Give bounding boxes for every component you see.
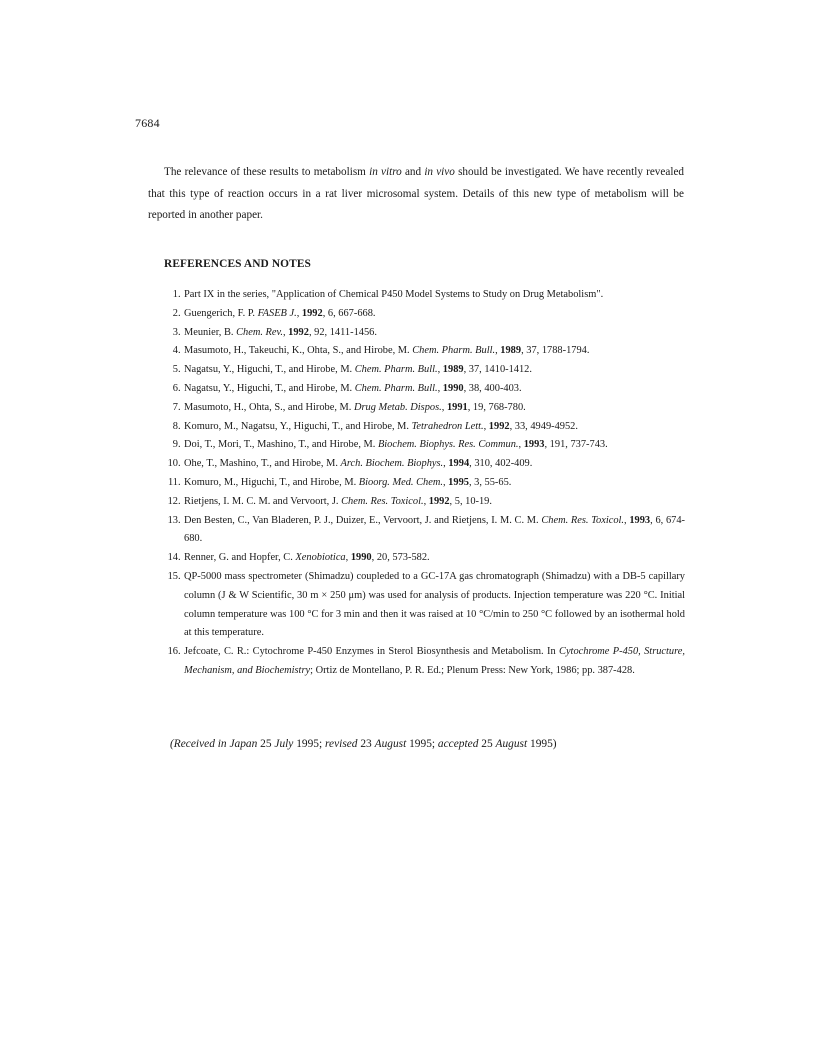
bold-run: 1993 <box>523 439 545 451</box>
reference-text <box>184 380 685 399</box>
reference-number: 14 <box>167 552 178 564</box>
reference-number-dot: . <box>178 476 181 488</box>
reference-item <box>164 512 685 550</box>
reference-item <box>164 380 685 399</box>
bold-run: 1992 <box>301 307 323 319</box>
reference-number: 5 <box>172 364 178 376</box>
text-run: 1995; <box>406 738 438 750</box>
text-run: , <box>518 439 524 451</box>
italic-run: accepted <box>437 738 479 750</box>
text-run: Guengerich, F. P. <box>184 307 258 319</box>
reference-number: 9 <box>172 439 178 451</box>
reference-text <box>184 305 685 324</box>
reference-text <box>184 436 685 455</box>
bold-run: 1992 <box>488 420 510 432</box>
text-run: , 20, 573-582. <box>371 552 430 564</box>
reference-text <box>184 568 685 643</box>
text-run: , <box>437 382 443 394</box>
italic-run: Chem. Res. Toxicol. <box>341 495 424 507</box>
italic-run: in vivo <box>424 166 455 178</box>
reference-number: 6 <box>172 382 178 394</box>
italic-run: Bioorg. Med. Chem. <box>358 476 443 488</box>
text-run: should be investigated. We have recently revealed that this type of reaction occurs in a rat liver microsomal system. Details of this new type of metabolism will be reported in another paper. <box>148 166 684 221</box>
reference-text <box>184 512 685 550</box>
reference-item <box>164 342 685 361</box>
reference-number: 7 <box>172 401 178 413</box>
text-run: 23 <box>357 738 375 750</box>
reference-item <box>164 493 685 512</box>
text-run: Nagatsu, Y., Higuchi, T., and Hirobe, M. <box>184 382 355 394</box>
reference-text <box>184 324 685 343</box>
reference-item <box>164 474 685 493</box>
text-run: , 191, 737-743. <box>544 439 608 451</box>
text-run: Komuro, M., Nagatsu, Y., Higuchi, T., and Hirobe, M. <box>184 420 412 432</box>
text-run: , <box>441 401 447 413</box>
text-run: , 310, 402-409. <box>469 458 533 470</box>
reference-number: 8 <box>172 420 178 432</box>
reference-number-dot: . <box>178 364 181 376</box>
text-run: Ohe, T., Mashino, T., and Hirobe, M. <box>184 458 341 470</box>
italic-run: August <box>495 738 528 750</box>
reference-item <box>164 286 685 305</box>
reference-number: 4 <box>172 345 178 357</box>
italic-run: Chem. Pharm. Bull. <box>354 382 438 394</box>
italic-run: (Received in Japan <box>170 738 258 750</box>
reference-text <box>184 399 685 418</box>
italic-run: Xenobiotica <box>295 552 346 564</box>
reference-number-dot: . <box>178 326 181 338</box>
reference-number: 15 <box>167 570 178 582</box>
reference-number: 12 <box>167 495 178 507</box>
text-run: 1995; <box>293 738 326 750</box>
reference-number-dot: . <box>178 401 181 413</box>
reference-number-dot: . <box>178 382 181 394</box>
text-run: , <box>495 345 501 357</box>
reference-number: 13 <box>167 514 178 526</box>
reference-text <box>184 361 685 380</box>
italic-run: Drug Metab. Dispos. <box>354 401 442 413</box>
reference-number: 10 <box>167 458 178 470</box>
reference-number-dot: . <box>178 495 181 507</box>
reference-item <box>164 643 685 681</box>
text-run: Doi, T., Mori, T., Mashino, T., and Hirobe, M. <box>184 439 378 451</box>
reference-text <box>184 342 685 361</box>
reference-item <box>164 436 685 455</box>
bold-run: 1989 <box>442 364 464 376</box>
text-run: , 19, 768-780. <box>467 401 526 413</box>
text-run: , 33, 4949-4952. <box>509 420 578 432</box>
italic-run: July <box>274 738 294 750</box>
reference-text <box>184 418 685 437</box>
reference-number-dot: . <box>178 345 181 357</box>
intro-paragraph <box>148 162 684 227</box>
text-run: Renner, G. and Hopfer, C. <box>184 552 296 564</box>
reference-item <box>164 399 685 418</box>
text-run: , 3, 55-65. <box>468 476 512 488</box>
italic-run: revised <box>325 738 358 750</box>
text-run: 1995) <box>527 738 557 750</box>
text-run: , 92, 1411-1456. <box>308 326 377 338</box>
received-line <box>170 738 557 750</box>
reference-number-dot: . <box>178 458 181 470</box>
text-run: , 37, 1410-1412. <box>463 364 532 376</box>
italic-run: in vitro <box>369 166 402 178</box>
italic-run: Arch. Biochem. Biophys. <box>340 458 444 470</box>
text-run: , <box>423 495 429 507</box>
italic-run: Chem. Pharm. Bull. <box>412 345 496 357</box>
reference-text <box>184 286 685 305</box>
text-run: Nagatsu, Y., Higuchi, T., and Hirobe, M. <box>184 364 355 376</box>
reference-number: 2 <box>172 307 178 319</box>
italic-run: FASEB J. <box>257 307 297 319</box>
reference-number-dot: . <box>178 646 181 658</box>
text-run: , <box>443 458 449 470</box>
reference-text <box>184 474 685 493</box>
text-run: 25 <box>257 738 275 750</box>
reference-number-dot: . <box>178 289 181 300</box>
reference-text <box>184 549 685 568</box>
text-run: , <box>624 514 630 526</box>
text-run: Komuro, M., Higuchi, T., and Hirobe, M. <box>184 476 359 488</box>
bold-run: 1990 <box>350 552 372 564</box>
italic-run: August <box>374 738 407 750</box>
text-run: ; Ortiz de Montellano, P. R. Ed.; Plenum Press: New York, 1986; pp. 387-428. <box>310 664 635 676</box>
italic-run: Chem. Rev. <box>236 326 283 338</box>
italic-run: Tetrahedron Lett. <box>411 420 484 432</box>
reference-number-dot: . <box>178 514 181 526</box>
bold-run: 1989 <box>500 345 522 357</box>
references-heading: REFERENCES AND NOTES <box>164 258 311 270</box>
reference-number-dot: . <box>178 439 181 451</box>
text-run: 25 <box>478 738 496 750</box>
italic-run: Chem. Pharm. Bull. <box>354 364 438 376</box>
text-run: , <box>442 476 449 488</box>
italic-run: Cytochrome P-450, Structure, Mechanism, and Biochemistry <box>184 646 685 676</box>
text-run: Masumoto, H., Ohta, S., and Hirobe, M. <box>184 401 354 413</box>
reference-number-dot: . <box>178 570 181 582</box>
reference-text <box>184 643 685 681</box>
text-run: Masumoto, H., Takeuchi, K., Ohta, S., and Hirobe, M. <box>184 345 413 357</box>
text-run: Den Besten, C., Van Bladeren, P. J., Duizer, E., Vervoort, J. and Rietjens, I. M. C. M. <box>184 514 542 526</box>
reference-item <box>164 361 685 380</box>
bold-run: 1992 <box>428 495 450 507</box>
reference-item <box>164 568 685 643</box>
reference-number: 1 <box>172 289 178 300</box>
text-run: Rietjens, I. M. C. M. and Vervoort, J. <box>184 495 342 507</box>
italic-run: Chem. Res. Toxicol. <box>541 514 625 526</box>
reference-number: 16 <box>167 646 178 658</box>
intro-text <box>148 162 684 227</box>
bold-run: 1993 <box>629 514 651 526</box>
text-run: QP-5000 mass spectrometer (Shimadzu) coupleded to a GC-17A gas chromatograph (Shimadzu) with a DB-5 capillary column (J & W Scientific, 30 m × 250 μm) was used for analysis of products. Injection temperature was 220 °C. Initial column temperature was 100 °C for 3 min and then it was raised at 10 °C/min to 250 °C followed by an isothermal hold at this temperature. <box>184 570 685 639</box>
text-run: , 5, 10-19. <box>449 495 492 507</box>
text-run: , 6, 674-680. <box>184 514 685 545</box>
text-run: , <box>437 364 443 376</box>
bold-run: 1992 <box>288 326 309 338</box>
text-run: and <box>401 166 425 178</box>
bold-run: 1990 <box>442 382 464 394</box>
italic-run: Biochem. Biophys. Res. Commun. <box>377 439 519 451</box>
reference-item <box>164 305 685 324</box>
reference-number-dot: . <box>178 307 181 319</box>
reference-item <box>164 418 685 437</box>
text-run: , <box>296 307 302 319</box>
bold-run: 1994 <box>448 458 470 470</box>
reference-number: 3 <box>172 326 178 338</box>
text-run: Part IX in the series, "Application of Chemical P450 Model Systems to Study on Drug Metabolism". <box>184 289 604 300</box>
reference-item <box>164 455 685 474</box>
reference-list <box>164 286 685 681</box>
text-run: , <box>282 326 289 338</box>
text-run: , <box>345 552 351 564</box>
text-run: Meunier, B. <box>184 326 237 338</box>
text-run: , <box>483 420 489 432</box>
reference-text <box>184 455 685 474</box>
page-number: 7684 <box>135 116 160 130</box>
bold-run: 1995 <box>448 476 469 488</box>
reference-item <box>164 324 685 343</box>
text-run: , 6, 667-668. <box>322 307 376 319</box>
text-run: , 37, 1788-1794. <box>521 345 590 357</box>
reference-number-dot: . <box>178 420 181 432</box>
reference-item <box>164 549 685 568</box>
text-run: , 38, 400-403. <box>463 382 522 394</box>
text-run: The relevance of these results to metabolism <box>164 166 370 178</box>
reference-number-dot: . <box>178 552 181 564</box>
reference-number: 11 <box>167 476 178 488</box>
bold-run: 1991 <box>446 401 468 413</box>
text-run: Jefcoate, C. R.: Cytochrome P-450 Enzymes in Sterol Biosynthesis and Metabolism. In <box>184 646 560 658</box>
reference-text <box>184 493 685 512</box>
